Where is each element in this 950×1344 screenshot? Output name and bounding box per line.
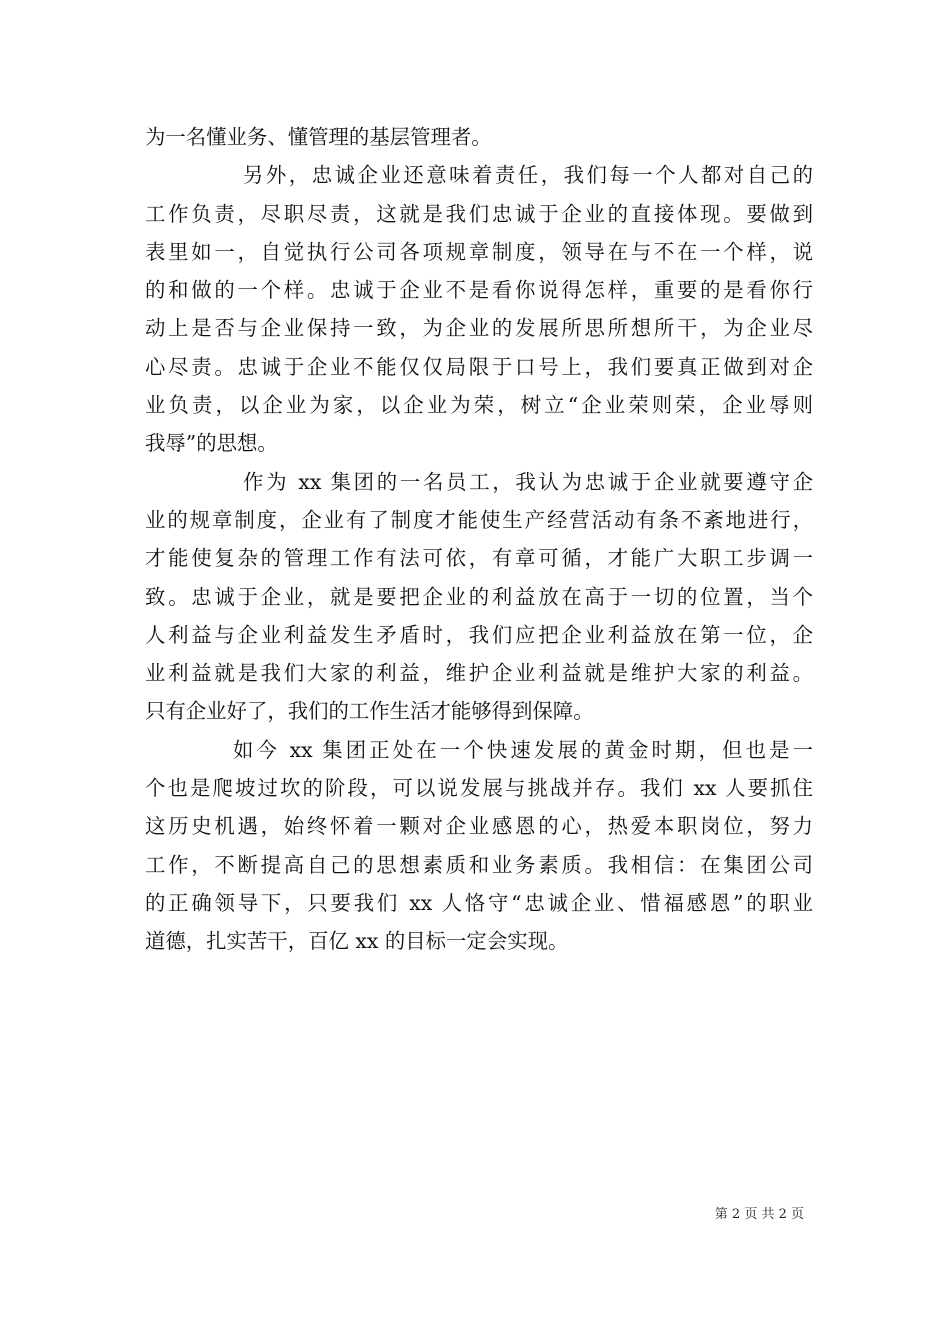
body-text <box>145 118 813 961</box>
paragraph-first-line: 如今 xx 集团正处在一个快速发展的黄金时期，但也是一 <box>233 737 813 762</box>
paragraph-first-line: 另外，忠诚企业还意味着责任，我们每一个人都对自己的 <box>243 163 813 188</box>
text-line: 的正确领导下，只要我们 xx 人恪守“忠诚企业、惜福感恩”的职业 <box>145 890 813 915</box>
paragraph-first-line: 作为 xx 集团的一名员工，我认为忠诚于企业就要遵守企 <box>243 469 813 494</box>
text-line: 道德，扎实苦干，百亿 xx 的目标一定会实现。 <box>145 929 569 954</box>
text-line: 只有企业好了，我们的工作生活才能够得到保障。 <box>145 699 594 724</box>
text-line: 心尽责。忠诚于企业不能仅仅局限于口号上，我们要真正做到对企 <box>145 354 813 379</box>
text-line: 我辱”的思想。 <box>145 431 278 456</box>
text-line: 为一名懂业务、懂管理的基层管理者。 <box>145 125 492 149</box>
text-line: 的和做的一个样。忠诚于企业不是看你说得怎样，重要的是看你行 <box>145 278 813 303</box>
page-number-footer: 第 2 页 共 2 页 <box>714 1207 804 1222</box>
text-line: 业负责，以企业为家，以企业为荣，树立“企业荣则荣，企业辱则 <box>145 393 813 418</box>
text-line: 个也是爬坡过坎的阶段，可以说发展与挑战并存。我们 xx 人要抓住 <box>145 776 813 801</box>
text-line: 才能使复杂的管理工作有法可依，有章可循，才能广大职工步调一 <box>145 546 813 571</box>
text-line: 动上是否与企业保持一致，为企业的发展所思所想所干，为企业尽 <box>145 316 813 341</box>
text-line: 表里如一，自觉执行公司各项规章制度，领导在与不在一个样，说 <box>145 239 813 264</box>
text-line: 致。忠诚于企业，就是要把企业的利益放在高于一切的位置，当个 <box>145 584 813 609</box>
text-line: 人利益与企业利益发生矛盾时，我们应把企业利益放在第一位，企 <box>145 622 813 647</box>
text-line: 工作负责，尽职尽责，这就是我们忠诚于企业的直接体现。要做到 <box>145 201 813 226</box>
text-line: 业的规章制度，企业有了制度才能使生产经营活动有条不紊地进行， <box>145 507 813 532</box>
text-line: 业利益就是我们大家的利益，维护企业利益就是维护大家的利益。 <box>145 661 813 686</box>
text-line: 工作，不断提高自己的思想素质和业务素质。我相信：在集团公司 <box>145 852 813 877</box>
text-line: 这历史机遇，始终怀着一颗对企业感恩的心，热爱本职岗位，努力 <box>145 814 813 839</box>
